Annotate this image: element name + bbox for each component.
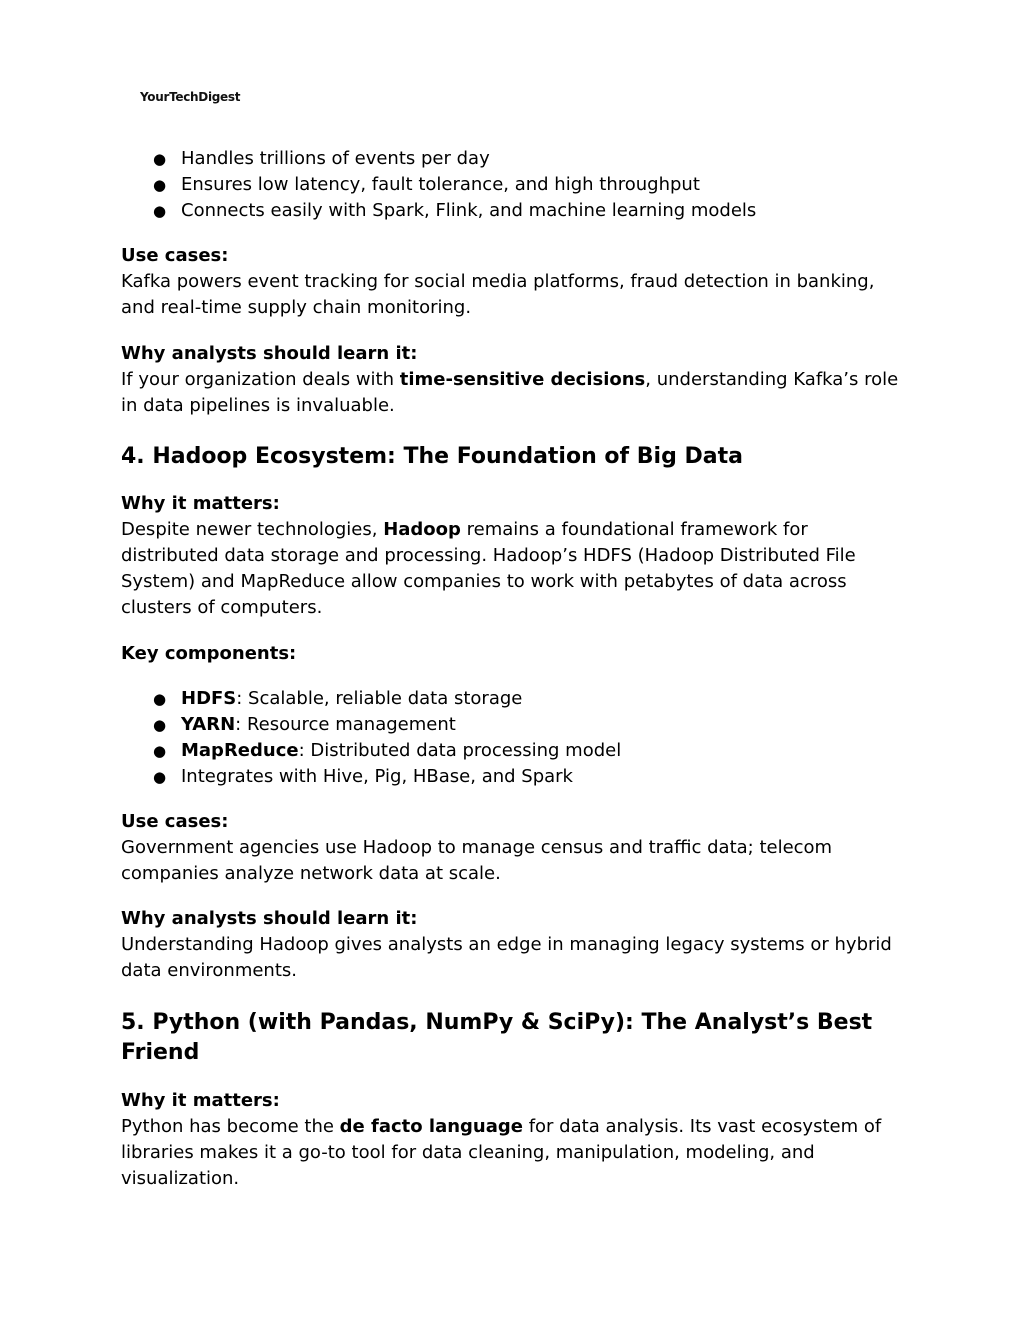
paragraph: Kafka powers event tracking for social media platforms, fraud detection in banking, and real-time supply chain monitoring. — [121, 271, 875, 318]
section-label: Why it matters: — [121, 493, 280, 514]
hadoop-key-components-label: Key components: — [121, 643, 297, 664]
paragraph: Despite newer technologies, Hadoop remains a foundational framework for distributed data storage and processing. Hadoop’s HDFS (Hadoop Distributed File System) and MapReduce allow companies to work with petabytes of data across clusters of computers. — [121, 519, 856, 618]
list-item: ● Connects easily with Spark, Flink, and machine learning models — [121, 198, 911, 224]
python-why-matters — [121, 1088, 911, 1192]
bullet-icon: ● — [153, 202, 167, 220]
kafka-use-cases — [121, 243, 911, 321]
section-label: Why analysts should learn it: — [121, 343, 418, 364]
bullet-icon: ● — [153, 690, 167, 708]
bullet-icon: ● — [153, 768, 167, 786]
list-item: ● HDFS: Scalable, reliable data storage — [121, 686, 911, 712]
section-heading-hadoop: 4. Hadoop Ecosystem: The Foundation of Big Data — [121, 444, 743, 469]
bullet-icon: ● — [153, 150, 167, 168]
kafka-features-list — [121, 146, 911, 224]
hadoop-why-learn — [121, 906, 911, 984]
hadoop-why-matters — [121, 491, 911, 621]
section-label: Why analysts should learn it: — [121, 908, 418, 929]
list-item: ● Integrates with Hive, Pig, HBase, and Spark — [121, 764, 911, 790]
kafka-why-learn — [121, 341, 911, 419]
hadoop-components-list — [121, 686, 911, 790]
hadoop-use-cases — [121, 809, 911, 887]
section-label: Use cases: — [121, 811, 229, 832]
site-logo: YourTechDigest — [140, 90, 241, 104]
list-item: ● YARN: Resource management — [121, 712, 911, 738]
paragraph: Understanding Hadoop gives analysts an edge in managing legacy systems or hybrid data environments. — [121, 934, 892, 981]
bullet-icon: ● — [153, 176, 167, 194]
bullet-icon: ● — [153, 742, 167, 760]
section-label: Why it matters: — [121, 1090, 280, 1111]
list-item: ● Ensures low latency, fault tolerance, and high throughput — [121, 172, 911, 198]
paragraph: If your organization deals with time-sensitive decisions, understanding Kafka’s role in data pipelines is invaluable. — [121, 369, 899, 416]
section-label: Use cases: — [121, 245, 229, 266]
list-item: ● MapReduce: Distributed data processing model — [121, 738, 911, 764]
list-item: ● Handles trillions of events per day — [121, 146, 911, 172]
section-heading-python: 5. Python (with Pandas, NumPy & SciPy): The Analyst’s Best Friend — [121, 1010, 873, 1065]
bullet-icon: ● — [153, 716, 167, 734]
paragraph: Python has become the de facto language for data analysis. Its vast ecosystem of libraries makes it a go-to tool for data cleaning, manipulation, modeling, and visualization. — [121, 1116, 882, 1189]
paragraph: Government agencies use Hadoop to manage census and traffic data; telecom companies analyze network data at scale. — [121, 837, 833, 884]
